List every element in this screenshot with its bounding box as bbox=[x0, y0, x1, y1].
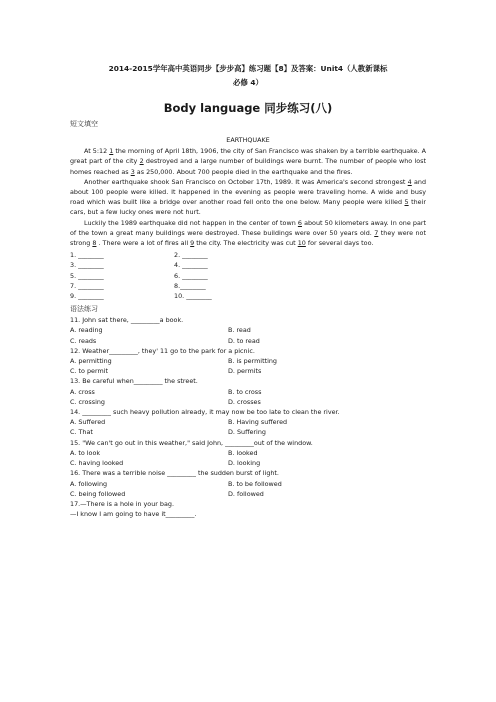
passage-text: the morning of April 18th, 1906, the city of San Francisco was shaken by a terrible earthquake. A great part of the city bbox=[70, 147, 427, 166]
document-header bbox=[70, 62, 426, 90]
passage-paragraph-3 bbox=[70, 218, 426, 249]
passage-text: their cars, but a few lucky ones were not hurt. bbox=[70, 198, 426, 217]
blank-number: 7 bbox=[374, 228, 379, 237]
passage-paragraph-1 bbox=[70, 146, 426, 177]
answer-blank: 8.________ bbox=[174, 281, 206, 290]
blank-number: 5 bbox=[404, 198, 409, 207]
passage-text: destroyed and a large number of buildings were burnt. The number of people who lost homes reached as bbox=[70, 157, 426, 176]
question-item bbox=[70, 346, 426, 377]
answer-option: A. cross bbox=[70, 387, 95, 396]
answer-option: C. crossing bbox=[70, 397, 105, 406]
question-item bbox=[70, 407, 426, 438]
blank-number: 6 bbox=[297, 218, 302, 227]
passage-text: Another earthquake shook San Francisco on October 17th, 1989. It was America's second strongest bbox=[84, 177, 408, 186]
question-item bbox=[70, 468, 426, 499]
option-grid bbox=[70, 356, 426, 376]
question-text: 15. "We can't go out in this weather," said John, _________out of the window. bbox=[70, 438, 313, 447]
blank-number: 2 bbox=[139, 157, 144, 166]
answer-option: A. to look bbox=[70, 448, 101, 457]
question-item bbox=[70, 438, 426, 469]
answer-blank: 4. ________ bbox=[174, 261, 208, 270]
answer-option: D. followed bbox=[228, 489, 264, 498]
passage-text: . There were a lot of fires all bbox=[96, 239, 191, 248]
header-line-2: 必修 4） bbox=[233, 78, 263, 87]
answer-blank: 5. ________ bbox=[70, 271, 104, 280]
answer-option: B. to be followed bbox=[228, 479, 282, 488]
answer-option: A. permitting bbox=[70, 357, 112, 366]
passage-text: they were not strong bbox=[70, 228, 426, 248]
question-item bbox=[70, 315, 426, 346]
question-list bbox=[70, 315, 426, 499]
question-text: 16. There was a terrible noise _________ the sudden burst of light. bbox=[70, 469, 279, 478]
answer-option: A. following bbox=[70, 479, 108, 488]
passage-text: At 5:12 bbox=[84, 147, 110, 156]
answer-option: C. reads bbox=[70, 336, 97, 345]
answer-option: C. being followed bbox=[70, 489, 126, 498]
blank-number: 9 bbox=[190, 239, 195, 248]
blank-number: 4 bbox=[407, 177, 412, 186]
answer-option: D. permits bbox=[228, 367, 262, 376]
question-answer-line: —I know I am going to have it_________. bbox=[70, 510, 197, 519]
answer-option: B. is permitting bbox=[228, 357, 277, 366]
passage-text: as 250,000. About 700 people died in the earthquake and the fires. bbox=[134, 167, 353, 176]
question-text: 11. John sat there, _________a book. bbox=[70, 316, 184, 325]
passage-text: for several days too. bbox=[305, 239, 374, 248]
answer-blanks bbox=[70, 250, 426, 301]
answer-option: A. Suffered bbox=[70, 418, 106, 427]
blank-number: 10 bbox=[297, 239, 306, 248]
answer-blank: 1. ________ bbox=[70, 251, 104, 260]
section-heading-grammar: 语法练习 bbox=[70, 305, 98, 314]
passage-paragraph-2 bbox=[70, 177, 426, 218]
answer-option: D. crosses bbox=[228, 397, 261, 406]
answer-blank: 2. ________ bbox=[174, 251, 208, 260]
passage-text: about 50 kilometers away. In one part of the town a great many buildings were destroyed. These buildings were over 50 years old. bbox=[70, 218, 426, 237]
answer-blank: 3. ________ bbox=[70, 261, 104, 270]
section-heading-cloze: 短文填空 bbox=[70, 120, 98, 128]
answer-option: A. reading bbox=[70, 326, 103, 335]
answer-option: D. to read bbox=[228, 336, 260, 345]
blank-number: 8 bbox=[92, 239, 97, 248]
option-grid bbox=[70, 325, 426, 345]
answer-option: D. Suffering bbox=[228, 428, 266, 437]
passage-text: the city. The electricity was cut bbox=[194, 239, 298, 248]
answer-blank: 10. ________ bbox=[174, 292, 212, 301]
worksheet-page bbox=[70, 62, 426, 519]
page-title: Body language 同步练习(八) bbox=[163, 101, 333, 115]
answer-blank: 6. ________ bbox=[174, 271, 208, 280]
passage-title: EARTHQUAKE bbox=[226, 136, 270, 144]
answer-option: D. looking bbox=[228, 459, 261, 468]
option-grid bbox=[70, 448, 426, 468]
question-text: 12. Weather_________, they' 11 go to the park for a picnic. bbox=[70, 346, 255, 355]
question-text: 13. Be careful when_________ the street. bbox=[70, 377, 198, 386]
answer-option: B. read bbox=[228, 326, 251, 335]
blank-number: 3 bbox=[130, 167, 135, 176]
answer-option: B. Having suffered bbox=[228, 418, 288, 427]
blank-number: 1 bbox=[109, 147, 114, 156]
answer-option: C. to permit bbox=[70, 367, 108, 376]
answer-blank: 7. ________ bbox=[70, 281, 104, 290]
answer-option: B. looked bbox=[228, 448, 258, 457]
question-text: 17.—There is a hole in your bag. bbox=[70, 499, 174, 508]
answer-blank: 9. ________ bbox=[70, 292, 104, 301]
option-grid bbox=[70, 387, 426, 407]
question-text: 14. _________ such heavy pollution already, it may now be too late to clean the river. bbox=[70, 408, 340, 417]
question-17 bbox=[70, 499, 426, 519]
option-grid bbox=[70, 479, 426, 499]
answer-option: C. That bbox=[70, 428, 93, 437]
answer-option: C. having looked bbox=[70, 459, 124, 468]
answer-option: B. to cross bbox=[228, 387, 262, 396]
passage-text: and about 100 people were killed. It happened in the evening as people were traveling home. A wide and busy road which was built like a bridge over another road fell onto the one below. Many people were killed bbox=[70, 177, 427, 207]
header-line-1: 2014-2015学年高中英语同步【步步高】练习题【8】及答案：Unit4（人教新课标 bbox=[108, 64, 388, 73]
passage-text: Luckily the 1989 earthquake did not happen in the center of town bbox=[84, 218, 298, 227]
question-item bbox=[70, 376, 426, 407]
option-grid bbox=[70, 417, 426, 437]
